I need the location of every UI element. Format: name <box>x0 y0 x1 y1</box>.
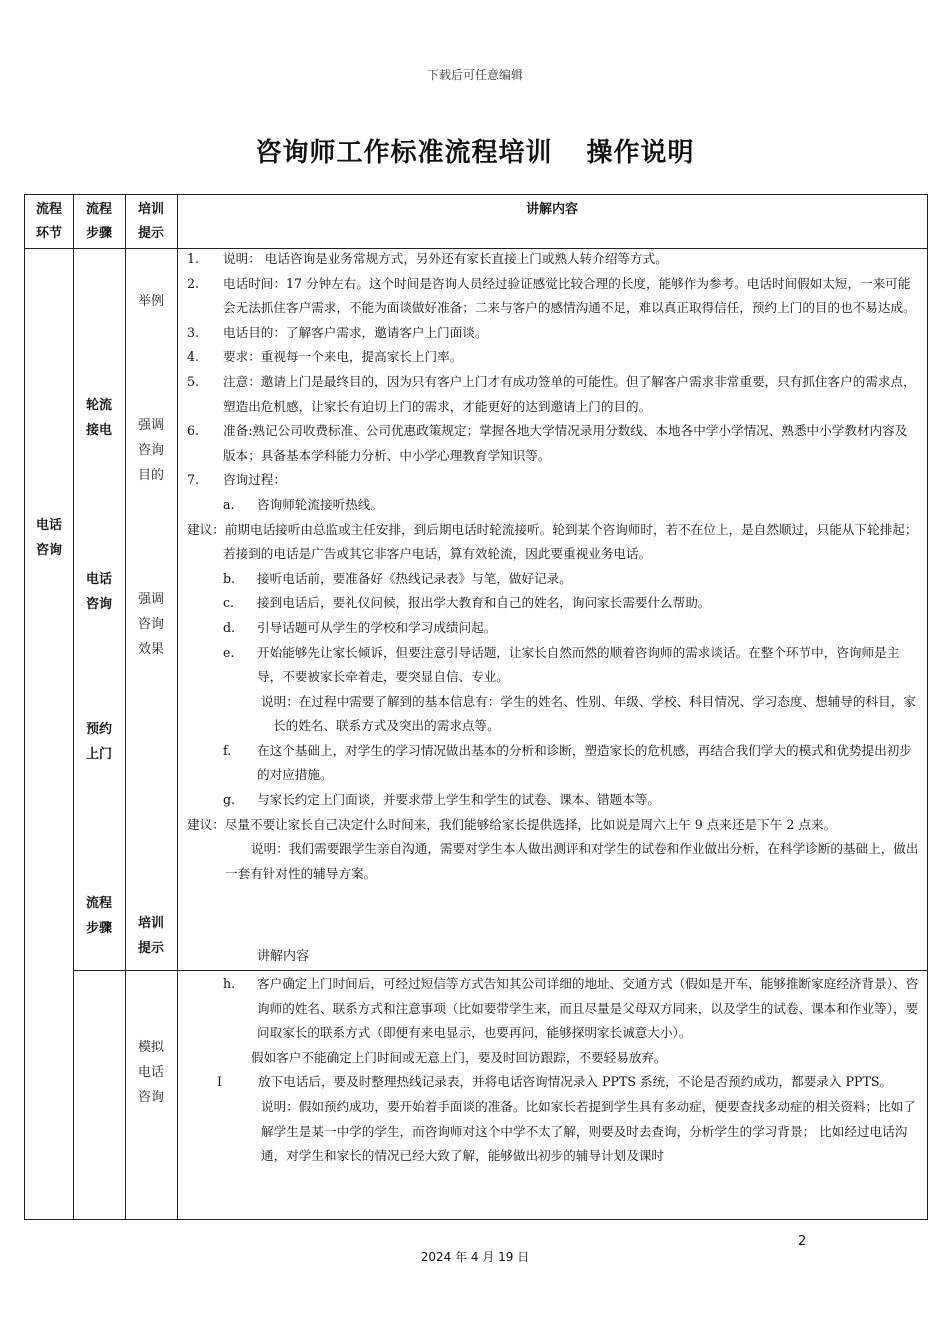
hint-simulate-call: 模拟 电话 咨询 <box>137 1040 164 1105</box>
sub-item: f. 在这个基础上，对学生的学习情况做出基本的分析和诊断，塑造家长的危机感，再结合我们学大的模式和优势提出初步的对应措施。 <box>223 742 912 783</box>
explanation-text: 说明：我们需要跟学生亲自沟通，需要对学生本人做出测评和对学生的试卷和作业做出分析，在科学诊断的基础上，做出一套有针对性的辅导方案。 <box>225 841 919 881</box>
page-title <box>0 132 950 169</box>
column-divider <box>177 195 178 1219</box>
title-part1: 咨询师工作标准流程培训 <box>255 138 553 168</box>
header-process-step: 流程 步骤 <box>85 202 112 241</box>
section-divider <box>73 970 927 971</box>
sub-item: e. 开始能够先让家长倾诉，但要注意引导话题，让家长自然而然的顺着咨询师的需求谈话。在整个环节中，咨询师是主导，不要被家长牵着走，要突显自信、专业。 <box>223 644 900 685</box>
column-divider <box>73 195 74 1219</box>
step-rotate-answer: 轮流 接电 <box>85 398 112 438</box>
header-content: 讲解内容 <box>525 202 578 217</box>
list-item: 2. 电话时间：17 分钟左右。这个时间是咨询人员经过验证感觉比较合理的长度，能够作为参考。电话时间假如太短，一来可能会无法抓住客户需求，不能为面谈做好准备；二来与客户的感情沟通不足，难以真正取得信任，预约上门的目的也不易达成。 <box>187 275 916 316</box>
sub-item: I 放下电话后，要及时整理热线记录表，并将电话咨询情况录入 PPTS 系统，不论是否预约成功，都要录入 PPTS。 <box>217 1074 893 1090</box>
list-item: 6. 准备:熟记公司收费标准、公司优惠政策规定；掌握各地大学情况录用分数线、本地各中学小学情况、熟悉中小学教材内容及版本；具备基本学科能力分析、中小学心理教育学知识等。 <box>187 423 908 463</box>
sub-item: a. 咨询师轮流接听热线。 <box>223 496 383 512</box>
list-item: 1. 说明： 电话咨询是业务常规方式，另外还有家长直接上门或熟人转介绍等方式。 <box>187 251 668 266</box>
repeat-header-content: 讲解内容 <box>257 949 310 964</box>
header-note: 下载后可任意编辑 <box>426 68 523 82</box>
step-process-repeat: 流程 步骤 <box>85 896 112 936</box>
step-appointment: 预约 上门 <box>85 722 112 762</box>
content-section-1 <box>187 247 919 886</box>
list-item: 4. 要求：重视每一个来电，提高家长上门率。 <box>187 349 463 365</box>
sub-item: c. 接到电话后，要礼仪问候，报出学大教育和自己的姓名，询问家长需要什么帮助。 <box>223 595 711 611</box>
hint-example: 举例 <box>137 294 164 309</box>
sub-item: d. 引导话题可从学生的学校和学习成绩问起。 <box>223 619 497 635</box>
step-phone-consult: 电话 咨询 <box>85 572 112 612</box>
header-process-stage: 流程 环节 <box>35 202 62 241</box>
sub-item: g. 与家长约定上门面谈，并要求带上学生和学生的试卷、课本、错题本等。 <box>223 792 660 808</box>
suggestion-text: 建议：前期电话接听由总监或主任安排，到后期电话时轮流接听。轮到某个咨询师时，若不在位上，是自然顺过，只能从下轮排起；若接到的电话是广告或其它非客户电话，算有效轮流，因此要重视业务电话。 <box>187 521 918 562</box>
stage-phone-consult: 电话 咨询 <box>35 518 62 558</box>
title-part2: 操作说明 <box>586 138 695 168</box>
explanation-text: 说明：假如预约成功，要开始着手面谈的准备。比如家长若提到学生具有多动症，便要查找多动症的相关资料；比如了解学生是某一中学的学生，而咨询师对这个中学不太了解，则要及时去查询，分析学生的学习背景； 比如经过电话沟通，对学生和家长的情况已经大致了解，能够做出初步的辅导计划及课时 <box>261 1098 916 1164</box>
followup-text: 假如客户不能确定上门时间或无意上门，要及时回访跟踪，不要轻易放弃。 <box>251 1049 667 1065</box>
list-item: 7. 咨询过程： <box>187 472 286 488</box>
hint-training-repeat: 培训 提示 <box>137 916 164 956</box>
suggestion-text: 建议：尽量不要让家长自己决定什么时间来，我们能够给家长提供选择，比如说是周六上午 9 点来还是下午 2 点来。 <box>187 816 837 832</box>
page-number: 2 <box>798 1234 807 1249</box>
footer-date: 2024 年 4 月 19 日 <box>420 1250 530 1264</box>
process-table <box>24 194 928 1220</box>
explanation-text: 说明：在过程中需要了解到的基本信息有：学生的姓名、性别、年级、学校、科目情况、学习态度、想辅导的科目，家长的姓名、联系方式及突出的需求点等。 <box>261 693 916 734</box>
hint-emphasize-effect: 强调 咨询 效果 <box>137 592 164 657</box>
sub-item: h. 客户确定上门时间后，可经过短信等方式告知其公司详细的地址、交通方式（假如是开车，能够推断家庭经济背景）、咨询师的姓名、联系方式和注意事项（比如要带学生来，而且尽量是父母双方同来，以及学生的试卷、课本和作业等），要问取家长的联系方式（即便有来电显示，也要再问，能够探明家长诚意大小）。 <box>223 976 919 1041</box>
content-section-2 <box>187 972 919 1169</box>
sub-item: b. 接听电话前，要准备好《热线记录表》与笔，做好记录。 <box>223 570 572 586</box>
list-item: 5. 注意：邀请上门是最终目的，因为只有客户上门才有成功签单的可能性。但了解客户需求非常重要，只有抓住客户的需求点，塑造出危机感，让家长有迫切上门的需求，才能更好的达到邀请上门的目的。 <box>187 373 916 414</box>
header-training-hint: 培训 提示 <box>137 202 164 241</box>
hint-emphasize-purpose: 强调 咨询 目的 <box>137 418 164 483</box>
list-item: 3. 电话目的：了解客户需求，邀请客户上门面谈。 <box>187 324 488 340</box>
